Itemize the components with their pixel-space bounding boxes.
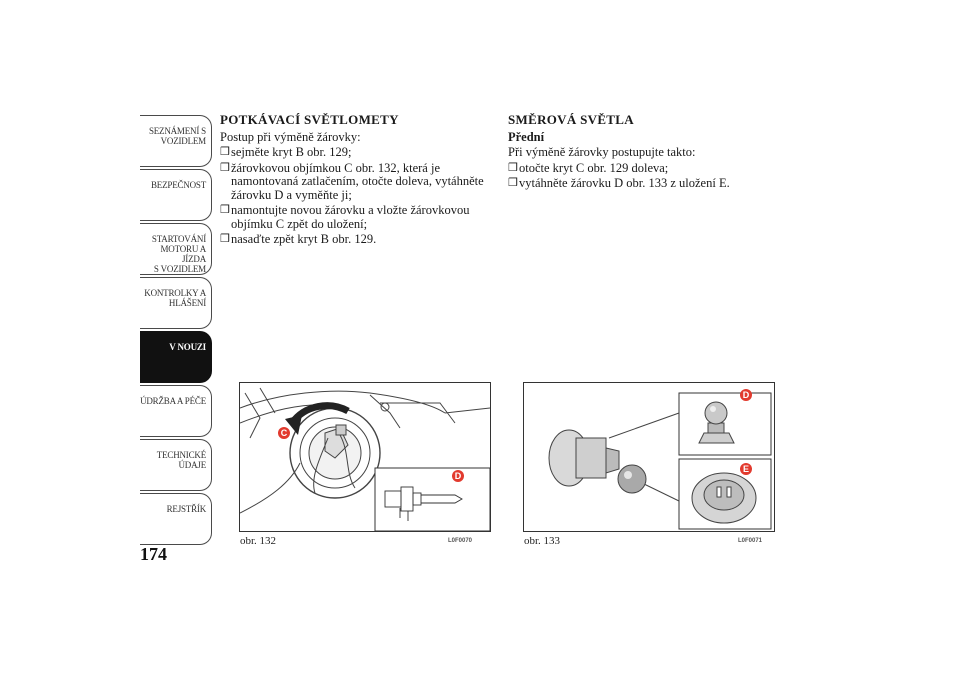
list-item: ❒ vytáhněte žárovku D obr. 133 z uložení E. [508,176,730,190]
tab-label: ÚDRŽBA A PÉČE [140,396,206,406]
tab-label: KONTROLKY A HLÁŠENÍ [144,288,206,308]
turn-signal-illustration [524,383,774,531]
left-column [220,113,490,249]
intro-text: Při výměně žárovky postupujte takto: [508,145,696,159]
intro-text: Postup při výměně žárovky: [220,129,361,144]
list-item: ❒ namontujte novou žárovku a vložte žárovkovou objímku C zpět do uložení; [220,203,470,231]
tab-label: V NOUZI [169,342,206,352]
label-e-badge: E [740,463,752,475]
tab-bezpecnost[interactable] [140,169,212,221]
list-item: ❒ sejměte kryt B obr. 129; [220,145,352,159]
figure-headlamp-bulb [239,382,491,532]
headlamp-illustration [240,383,490,531]
tab-v-nouzi[interactable] [140,331,212,383]
label-c-badge: C [278,427,290,439]
section-heading: SMĚROVÁ SVĚTLA [508,112,634,127]
figure-code: L0F0070 [448,538,473,544]
figure-caption: obr. 133 [524,535,561,547]
tab-label: BEZPEČNOST [150,180,206,190]
tab-seznameni-s-vozidlem[interactable] [140,115,212,167]
label-d-badge: D [740,389,752,401]
tab-kontrolky[interactable] [140,277,212,329]
tab-technicke-udaje[interactable] [140,439,212,491]
section-subheading: Přední [508,129,545,144]
list-item: ❒ nasaďte zpět kryt B obr. 129. [220,232,377,246]
page-number: 174 [140,544,167,564]
tab-label: STARTOVÁNÍ MOTORU A JÍZDA S VOZIDLEM [151,234,206,274]
right-column [508,113,778,193]
figure-caption: obr. 132 [240,535,277,547]
bullet-icon: ❒ [220,161,230,174]
bullet-icon: ❒ [220,233,230,245]
figure-turn-signal-bulb [523,382,775,532]
tab-label: SEZNÁMENÍ S VOZIDLEM [148,126,206,146]
section-heading: POTKÁVACÍ SVĚTLOMETY [220,112,399,127]
bullet-icon: ❒ [220,146,230,158]
figure-code: L0F0071 [738,538,763,544]
list-item: ❒ žárovkovou objímkou C obr. 132, která je namontovaná zatlačením, otočte doleva, vytáhněte žárovku D a vyměňte ji; [220,160,484,202]
bullet-icon: ❒ [508,161,518,174]
bullet-icon: ❒ [220,204,230,216]
tab-label: REJSTŘÍK [166,504,206,514]
bullet-icon: ❒ [508,177,518,189]
list-item: ❒ otočte kryt C obr. 129 doleva; [508,160,669,175]
label-d-badge: D [452,470,464,482]
tab-rejstrik[interactable] [140,493,212,545]
tab-label: TECHNICKÉ ÚDAJE [156,450,206,470]
tab-udrzba[interactable] [140,385,212,437]
tab-startovani[interactable] [140,223,212,275]
